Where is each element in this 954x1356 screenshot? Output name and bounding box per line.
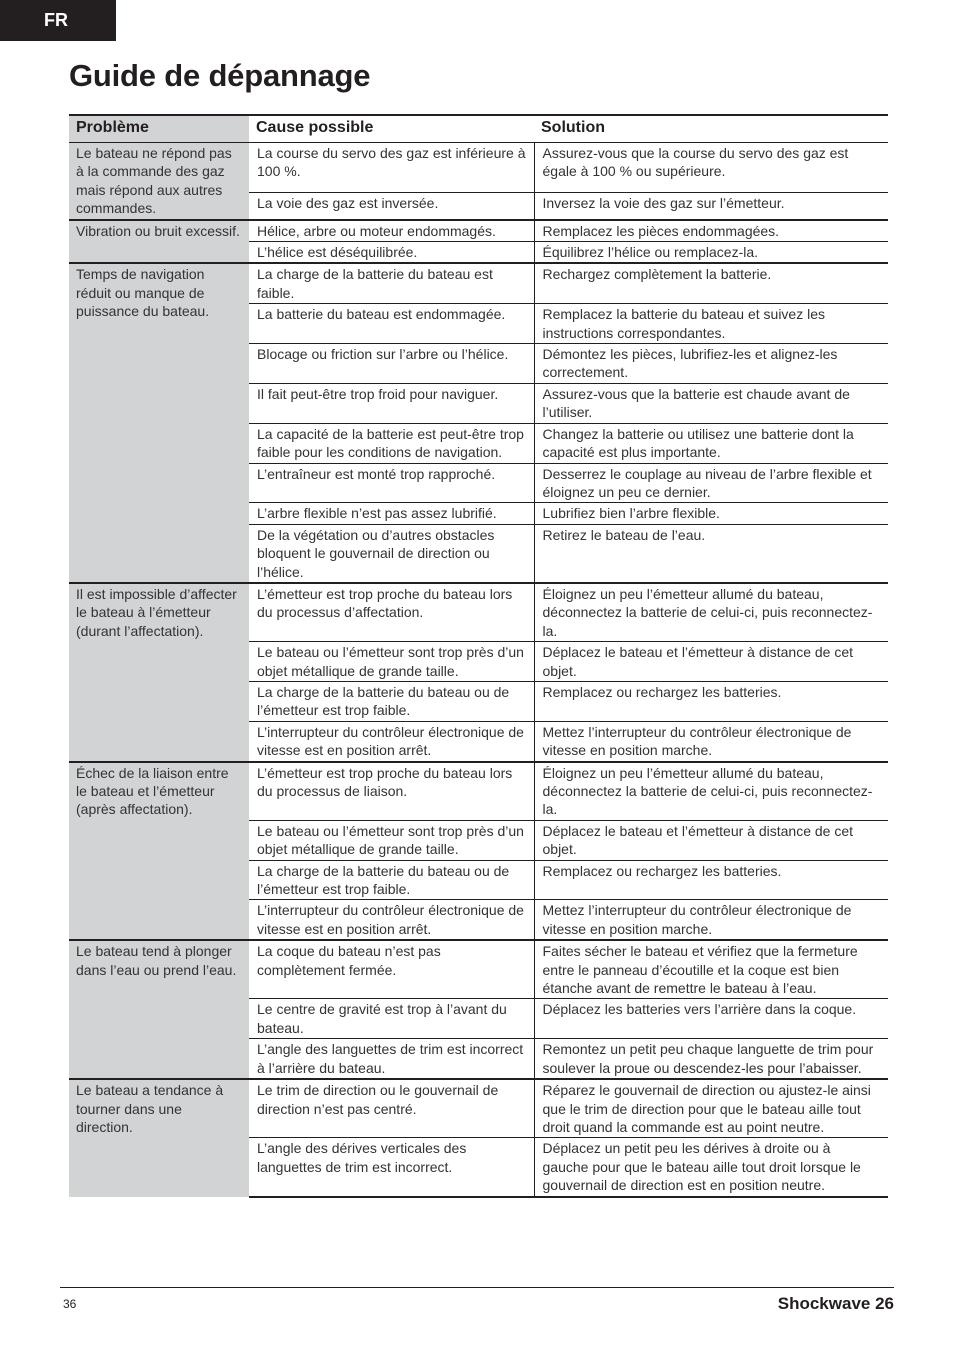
solution-cell: Remplacez la batterie du bateau et suivez les instructions correspondantes. <box>534 304 888 344</box>
cause-cell: La course du servo des gaz est inférieure à 100 %. <box>249 143 534 193</box>
solution-cell: Remplacez ou rechargez les batteries. <box>534 681 888 721</box>
cause-cell: L’angle des languettes de trim est incorrect à l’arrière du bateau. <box>249 1039 534 1079</box>
cause-cell: La batterie du bateau est endommagée. <box>249 304 534 344</box>
cause-cell: L’émetteur est trop proche du bateau lors du processus de liaison. <box>249 762 534 821</box>
header-solution: Solution <box>534 115 888 143</box>
problem-cell: Le bateau a tendance à tourner dans une direction. <box>69 1079 249 1196</box>
table-row <box>69 940 888 999</box>
cause-cell: De la végétation ou d’autres obstacles bloquent le gouvernail de direction ou l’hélice. <box>249 524 534 583</box>
solution-cell: Mettez l’interrupteur du contrôleur électronique de vitesse en position marche. <box>534 900 888 940</box>
cause-cell: Le trim de direction ou le gouvernail de direction n’est pas centré. <box>249 1079 534 1138</box>
solution-cell: Desserrez le couplage au niveau de l’arbre flexible et éloignez un peu ce dernier. <box>534 463 888 503</box>
page-number: 36 <box>63 1297 77 1311</box>
solution-cell: Réparez le gouvernail de direction ou ajustez-le ainsi que le trim de direction pour que le bateau aille tout droit quand la commande est au point neutre. <box>534 1079 888 1138</box>
problem-cell: Vibration ou bruit excessif. <box>69 220 249 264</box>
cause-cell: La charge de la batterie du bateau est faible. <box>249 263 534 303</box>
solution-cell: Démontez les pièces, lubrifiez-les et alignez-les correctement. <box>534 344 888 384</box>
cause-cell: Le bateau ou l’émetteur sont trop près d’un objet métallique de grande taille. <box>249 642 534 682</box>
solution-cell: Remontez un petit peu chaque languette de trim pour soulever la proue ou descendez-les pour l’abaisser. <box>534 1039 888 1079</box>
solution-cell: Lubrifiez bien l’arbre flexible. <box>534 503 888 524</box>
cause-cell: L’interrupteur du contrôleur électronique de vitesse est en position arrêt. <box>249 721 534 761</box>
solution-cell: Éloignez un peu l’émetteur allumé du bateau, déconnectez la batterie de celui-ci, puis reconnectez-la. <box>534 762 888 821</box>
solution-cell: Remplacez ou rechargez les batteries. <box>534 860 888 900</box>
cause-cell: L’hélice est déséquilibrée. <box>249 242 534 264</box>
solution-cell: Mettez l’interrupteur du contrôleur électronique de vitesse en position marche. <box>534 721 888 761</box>
problem-cell: Le bateau tend à plonger dans l’eau ou prend l’eau. <box>69 940 249 1079</box>
solution-cell: Équilibrez l’hélice ou remplacez-la. <box>534 242 888 264</box>
footer-divider <box>60 1287 894 1288</box>
solution-cell: Déplacez les batteries vers l’arrière dans la coque. <box>534 999 888 1039</box>
problem-cell: Il est impossible d’affecter le bateau à l’émetteur (durant l’affectation). <box>69 583 249 762</box>
cause-cell: La voie des gaz est inversée. <box>249 192 534 219</box>
problem-cell: Temps de navigation réduit ou manque de puissance du bateau. <box>69 263 249 583</box>
problem-cell: Le bateau ne répond pas à la commande des gaz mais répond aux autres commandes. <box>69 143 249 220</box>
solution-cell: Assurez-vous que la batterie est chaude avant de l’utiliser. <box>534 383 888 423</box>
cause-cell: L’angle des dérives verticales des languettes de trim est incorrect. <box>249 1138 534 1197</box>
table-row <box>69 762 888 821</box>
table-header-row <box>69 115 888 143</box>
table-row <box>69 583 888 642</box>
table-row <box>69 220 888 242</box>
solution-cell: Déplacez un petit peu les dérives à droite ou à gauche pour que le bateau aille tout droit lorsque le gouvernail de direction est en position neutre. <box>534 1138 888 1197</box>
table-body <box>69 143 888 1197</box>
cause-cell: La charge de la batterie du bateau ou de l’émetteur est trop faible. <box>249 860 534 900</box>
table-row <box>69 263 888 303</box>
header-cause: Cause possible <box>249 115 534 143</box>
solution-cell: Changez la batterie ou utilisez une batterie dont la capacité est plus importante. <box>534 423 888 463</box>
solution-cell: Rechargez complètement la batterie. <box>534 263 888 303</box>
solution-cell: Faites sécher le bateau et vérifiez que la fermeture entre le panneau d’écoutille et la coque est bien étanche avant de remettre le bateau à l’eau. <box>534 940 888 999</box>
cause-cell: La capacité de la batterie est peut-être trop faible pour les conditions de navigation. <box>249 423 534 463</box>
troubleshooting-table <box>69 114 888 1198</box>
cause-cell: L’émetteur est trop proche du bateau lors du processus d’affectation. <box>249 583 534 642</box>
cause-cell: Le bateau ou l’émetteur sont trop près d’un objet métallique de grande taille. <box>249 820 534 860</box>
cause-cell: L’interrupteur du contrôleur électronique de vitesse est en position arrêt. <box>249 900 534 940</box>
solution-cell: Inversez la voie des gaz sur l’émetteur. <box>534 192 888 219</box>
cause-cell: Il fait peut-être trop froid pour naviguer. <box>249 383 534 423</box>
product-name: Shockwave 26 <box>777 1294 894 1313</box>
cause-cell: L’arbre flexible n’est pas assez lubrifié. <box>249 503 534 524</box>
solution-cell: Éloignez un peu l’émetteur allumé du bateau, déconnectez la batterie de celui-ci, puis reconnectez-la. <box>534 583 888 642</box>
cause-cell: La charge de la batterie du bateau ou de l’émetteur est trop faible. <box>249 681 534 721</box>
cause-cell: L’entraîneur est monté trop rapproché. <box>249 463 534 503</box>
cause-cell: Blocage ou friction sur l’arbre ou l’hélice. <box>249 344 534 384</box>
page-title: Guide de dépannage <box>69 58 371 93</box>
header-problem: Problème <box>69 115 249 143</box>
solution-cell: Déplacez le bateau et l’émetteur à distance de cet objet. <box>534 820 888 860</box>
solution-cell: Déplacez le bateau et l’émetteur à distance de cet objet. <box>534 642 888 682</box>
cause-cell: Le centre de gravité est trop à l’avant du bateau. <box>249 999 534 1039</box>
cause-cell: Hélice, arbre ou moteur endommagés. <box>249 220 534 242</box>
problem-cell: Échec de la liaison entre le bateau et l’émetteur (après affectation). <box>69 762 249 941</box>
solution-cell: Remplacez les pièces endommagées. <box>534 220 888 242</box>
cause-cell: La coque du bateau n’est pas complètement fermée. <box>249 940 534 999</box>
language-tab: FR <box>0 0 116 41</box>
table-row <box>69 143 888 193</box>
table-row <box>69 1079 888 1138</box>
solution-cell: Assurez-vous que la course du servo des gaz est égale à 100 % ou supérieure. <box>534 143 888 193</box>
solution-cell: Retirez le bateau de l’eau. <box>534 524 888 583</box>
